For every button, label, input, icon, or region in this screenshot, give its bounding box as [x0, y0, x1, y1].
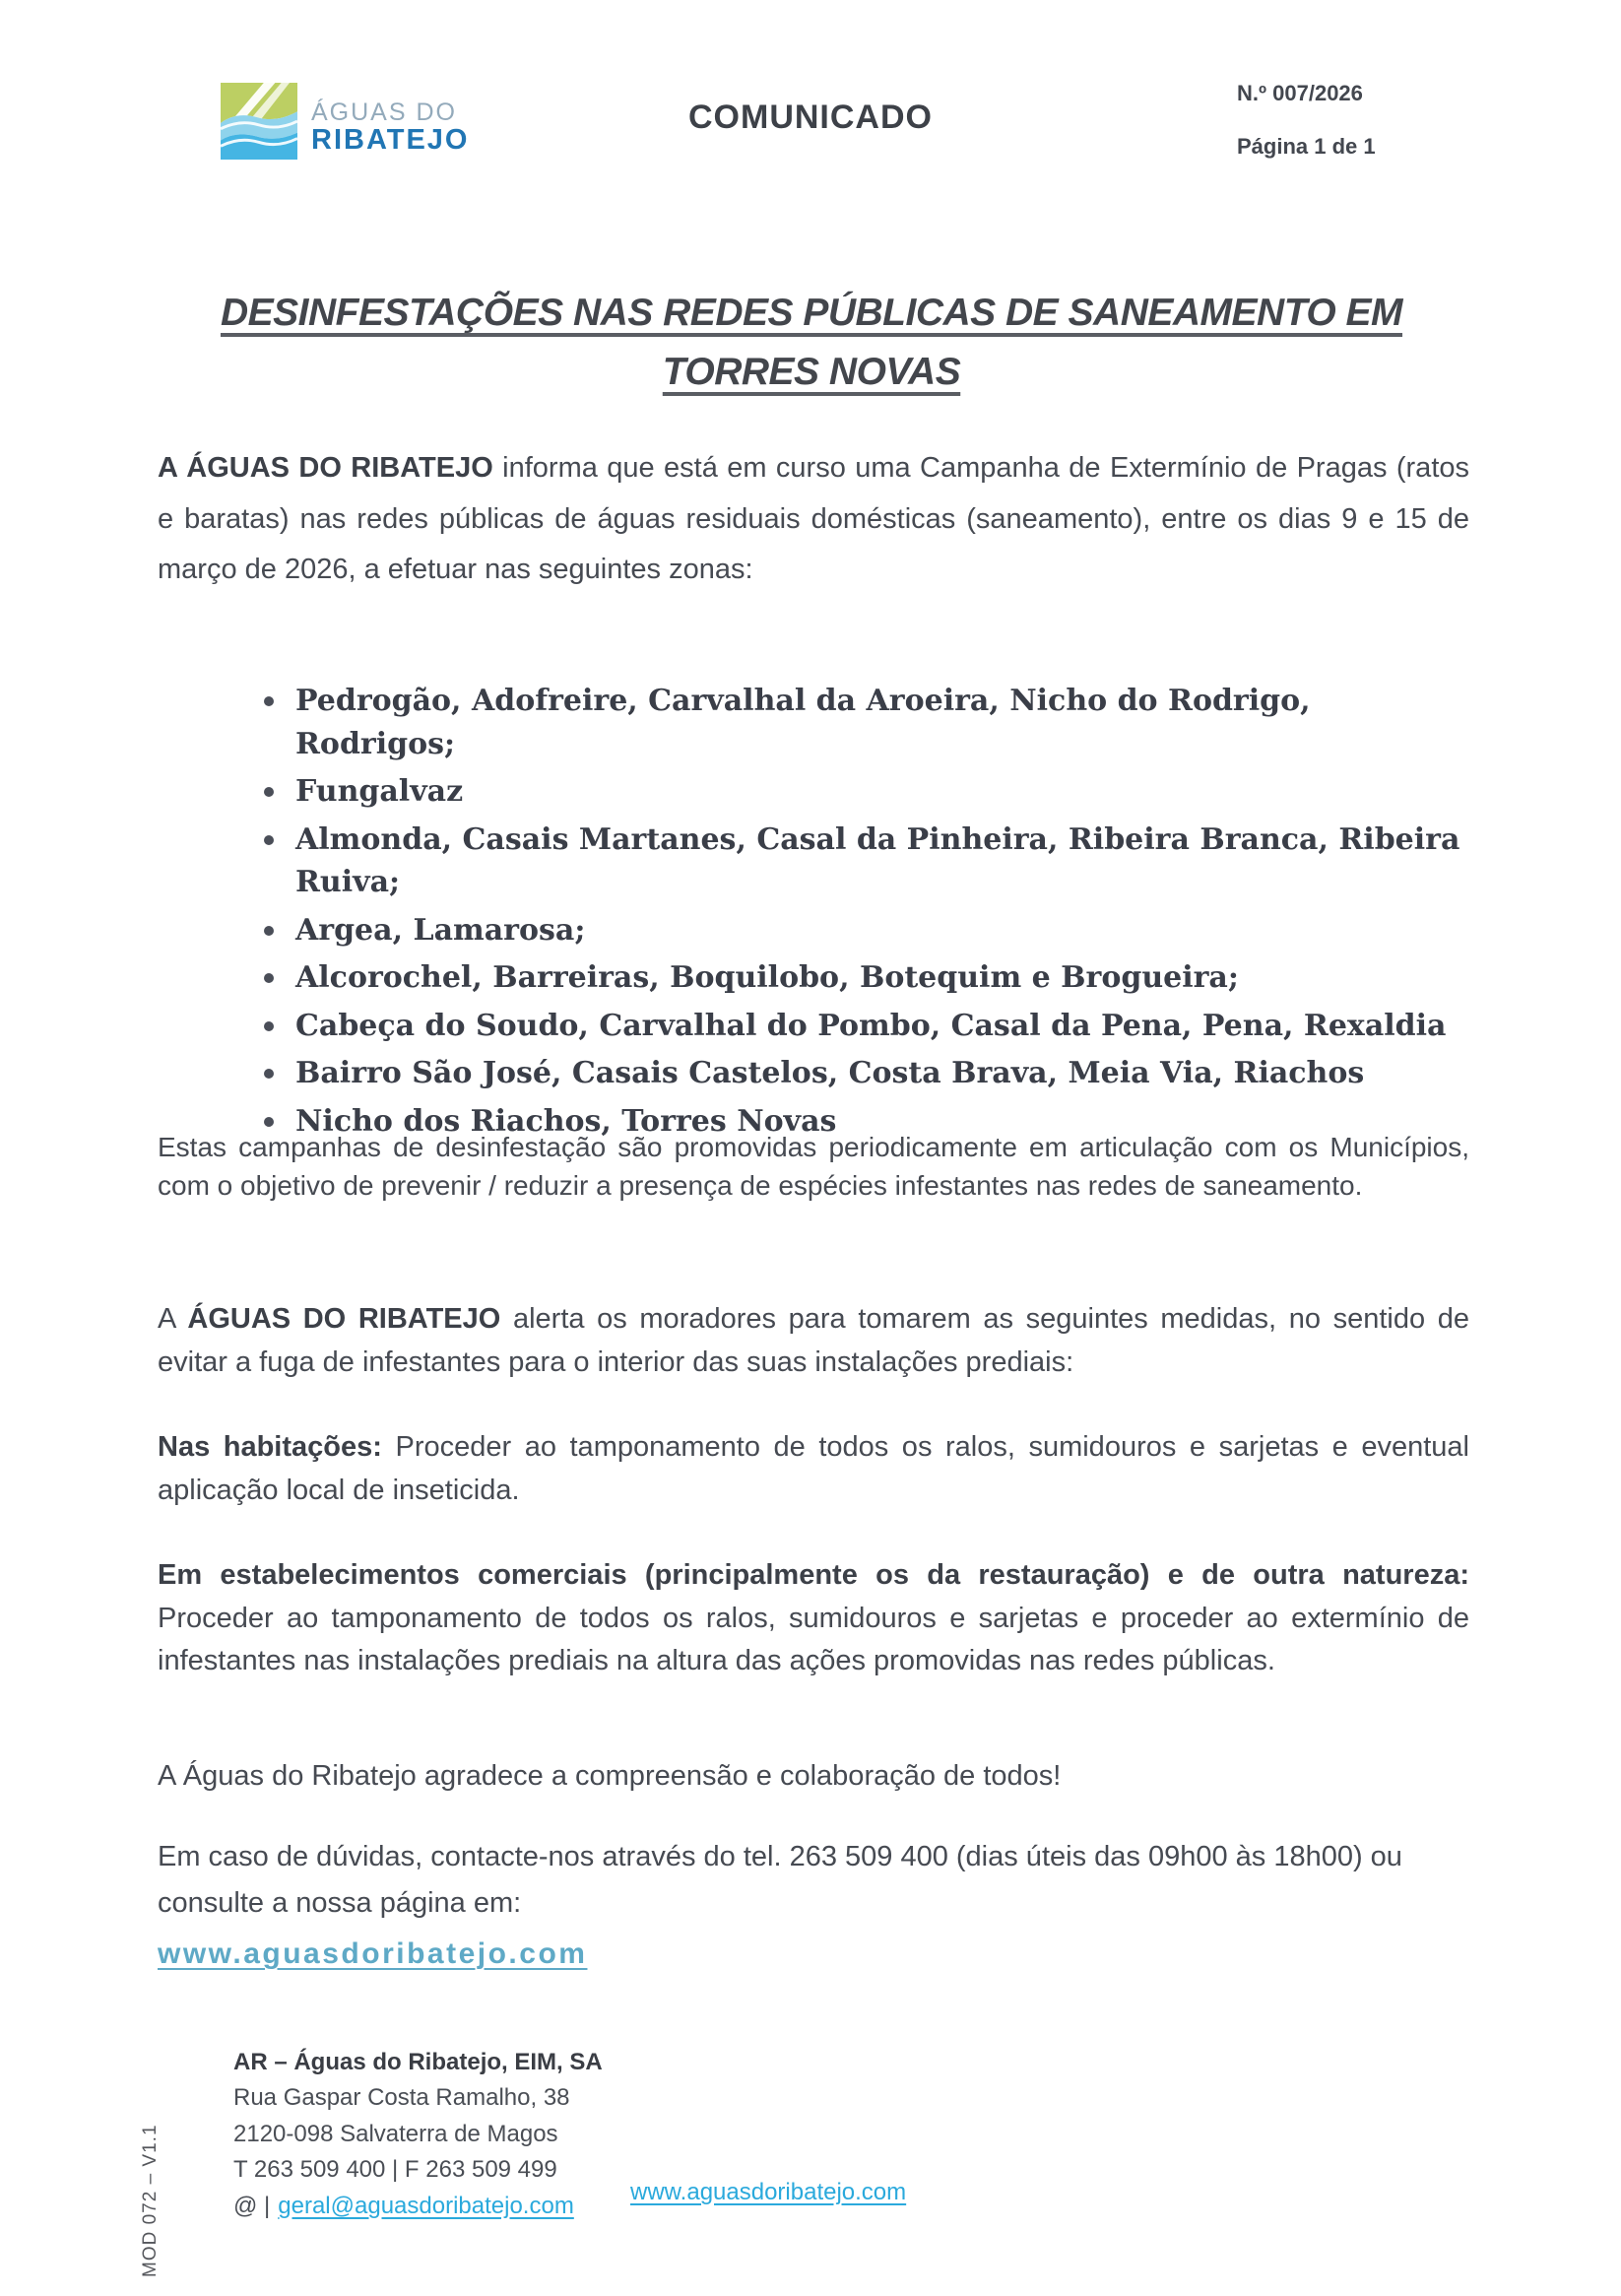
zone-list-item: Cabeça do Soudo, Carvalhal do Pombo, Casal da Pena, Pena, Rexaldia [158, 1005, 1469, 1048]
intro-paragraph [158, 443, 1469, 596]
zone-list-item: Bairro São José, Casais Castelos, Costa Brava, Meia Via, Riachos [158, 1052, 1469, 1095]
logo-text-aguas-do: ÁGUAS DO [311, 98, 457, 127]
document-type-heading: COMUNICADO [688, 98, 933, 136]
footer-address-street: Rua Gaspar Costa Ramalho, 38 [233, 2084, 570, 2112]
homes-lead-bold: Nas habitações: [158, 1431, 382, 1463]
footer-phone-fax: T 263 509 400 | F 263 509 499 [233, 2156, 557, 2184]
footer-website [630, 2179, 906, 2206]
form-code-vertical-label: MOD 072 – V1.1 [140, 2124, 161, 2277]
footer-contact-block [233, 2045, 603, 2224]
document-number: N.º 007/2026 [1237, 81, 1363, 105]
commercial-text: Proceder ao tamponamento de todos os ralos, sumidouros e sarjetas e proceder ao extermínio de infestantes nas instalações prediais na altura das ações promovidas nas redes públicas. [158, 1602, 1469, 1676]
alert-company-bold: ÁGUAS DO RIBATEJO [187, 1303, 501, 1335]
logo-text-ribatejo: RIBATEJO [311, 123, 470, 156]
zones-list [158, 680, 1469, 1148]
zone-list-item: Nicho dos Riachos, Torres Novas [158, 1100, 1469, 1144]
contact-text: Em caso de dúvidas, contacte-nos através do tel. 263 509 400 (dias úteis das 09h00 às 18h00) ou consulte a nossa página em: [158, 1841, 1402, 1919]
zone-list-item: Almonda, Casais Martanes, Casal da Pinheira, Ribeira Branca, Ribeira Ruiva; [158, 819, 1469, 904]
at-sign-icon: @ | [233, 2192, 271, 2219]
footer-company-name: AR – Águas do Ribatejo, EIM, SA [233, 2049, 603, 2075]
homes-text: Proceder ao tamponamento de todos os ralos, sumidouros e sarjetas e eventual aplicação local de inseticida. [158, 1431, 1470, 1506]
zone-list-item: Alcorochel, Barreiras, Boquilobo, Botequim e Brogueira; [158, 956, 1469, 1000]
alert-text: alerta os moradores para tomarem as seguintes medidas, no sentido de evitar a fuga de infestantes para o interior das suas instalações prediais: [158, 1303, 1469, 1378]
commercial-paragraph [158, 1554, 1469, 1683]
zone-list-item: Pedrogão, Adofreire, Carvalhal da Aroeira, Nicho do Rodrigo, Rodrigos; [158, 680, 1469, 765]
footer-website-link[interactable]: www.aguasdoribatejo.com [630, 2179, 907, 2205]
commercial-lead-bold: Em estabelecimentos comerciais (principalmente os da restauração) e de outra natureza: [158, 1559, 1469, 1591]
zone-list-item: Fungalvaz [158, 770, 1469, 814]
page-title-line1: DESINFESTAÇÕES NAS REDES PÚBLICAS DE SANEAMENTO EM [220, 292, 1403, 334]
alert-prefix: A [158, 1303, 188, 1335]
zone-list-item: Argea, Lamarosa; [158, 909, 1469, 952]
alert-paragraph [158, 1298, 1469, 1384]
footer-email-link[interactable]: geral@aguasdoribatejo.com [278, 2192, 574, 2219]
company-name-bold: A ÁGUAS DO RIBATEJO [158, 452, 493, 484]
page-title-line2: TORRES NOVAS [662, 351, 961, 394]
page-title [156, 284, 1467, 403]
campaigns-paragraph: Estas campanhas de desinfestação são promovidas periodicamente em articulação com os Municípios, com o objetivo de prevenir / reduzir a presença de espécies infestantes nas redes de saneamento. [158, 1132, 1469, 1201]
homes-paragraph [158, 1426, 1469, 1512]
contact-paragraph [158, 1834, 1469, 1979]
website-link[interactable]: www.aguasdoribatejo.com [158, 1936, 588, 1970]
page-indicator: Página 1 de 1 [1237, 134, 1376, 159]
thanks-paragraph: A Águas do Ribatejo agradece a compreensão e colaboração de todos! [158, 1760, 1062, 1792]
document-meta [1237, 81, 1376, 160]
intro-text: informa que está em curso uma Campanha de Extermínio de Pragas (ratos e baratas) nas redes públicas de águas residuais domésticas (saneamento), entre os dias 9 e 15 de março de 2026, a efetuar nas seguintes zonas: [158, 452, 1469, 586]
footer-address-city: 2120-098 Salvaterra de Magos [233, 2120, 558, 2147]
